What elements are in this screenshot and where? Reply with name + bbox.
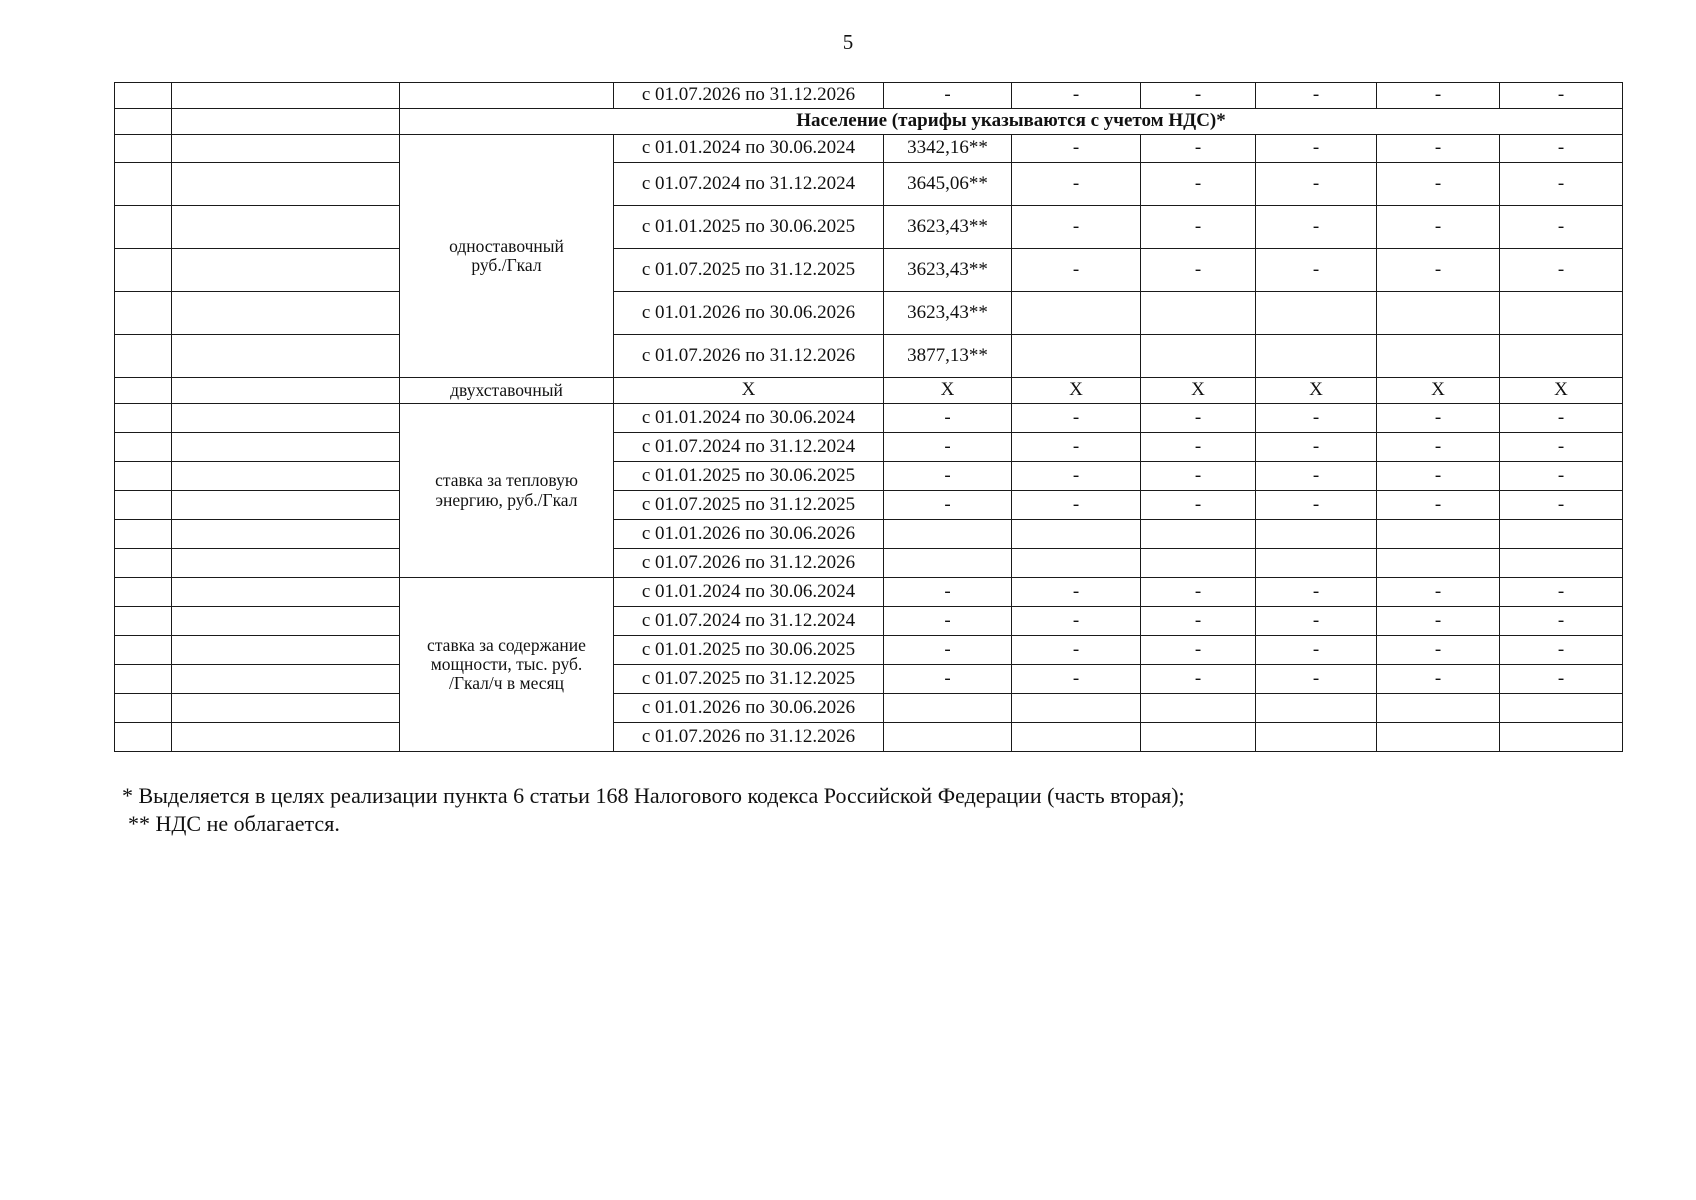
value-cell xyxy=(1256,335,1377,378)
value-cell: - xyxy=(884,636,1012,665)
value-cell: - xyxy=(1256,249,1377,292)
value-cell xyxy=(1500,292,1623,335)
value-cell: - xyxy=(884,433,1012,462)
value-cell: - xyxy=(1012,206,1141,249)
value-cell: - xyxy=(1256,206,1377,249)
value-cell: - xyxy=(1012,665,1141,694)
value-cell xyxy=(1256,694,1377,723)
single-rate-label: одноставочный руб./Гкал xyxy=(400,135,614,378)
period-cell: с 01.01.2026 по 30.06.2026 xyxy=(614,694,884,723)
footnote-vat-exempt: ** НДС не облагается. xyxy=(128,811,340,836)
value-cell: - xyxy=(1377,206,1500,249)
value-cell: - xyxy=(1141,249,1256,292)
value-cell: - xyxy=(1012,636,1141,665)
value-cell xyxy=(1256,520,1377,549)
value-cell: - xyxy=(1012,462,1141,491)
rate-type-cell xyxy=(400,83,614,109)
table-row xyxy=(115,491,1623,520)
value-cell: - xyxy=(1500,404,1623,433)
value-cell xyxy=(1141,694,1256,723)
value-cell: - xyxy=(1500,636,1623,665)
value-cell xyxy=(1500,520,1623,549)
tariff-table xyxy=(114,82,1623,752)
energy-rate-label: ставка за тепловую энергию, руб./Гкал xyxy=(400,404,614,578)
table-row xyxy=(115,404,1623,433)
table-row xyxy=(115,378,1623,404)
value-cell xyxy=(884,549,1012,578)
period-cell: с 01.07.2024 по 31.12.2024 xyxy=(614,163,884,206)
value-cell: - xyxy=(1141,135,1256,163)
period-cell: с 01.07.2025 по 31.12.2025 xyxy=(614,665,884,694)
table-row xyxy=(115,292,1623,335)
mark-cell: X xyxy=(614,378,884,404)
capacity-rate-label: ставка за содержание мощности, тыс. руб. /Гкал/ч в месяц xyxy=(400,578,614,752)
period-cell: с 01.01.2025 по 30.06.2025 xyxy=(614,462,884,491)
value-cell: - xyxy=(1500,206,1623,249)
period-cell: с 01.01.2024 по 30.06.2024 xyxy=(614,578,884,607)
section-row xyxy=(115,109,1623,135)
value-cell: - xyxy=(1141,83,1256,109)
tariff-value-cell: 3623,43** xyxy=(884,249,1012,292)
value-cell: - xyxy=(1012,607,1141,636)
row-number-cell xyxy=(115,83,172,109)
value-cell xyxy=(1256,549,1377,578)
table-row xyxy=(115,520,1623,549)
value-cell: - xyxy=(1012,135,1141,163)
value-cell: - xyxy=(884,607,1012,636)
value-cell xyxy=(1500,694,1623,723)
table-row xyxy=(115,694,1623,723)
table-row xyxy=(115,636,1623,665)
value-cell: - xyxy=(884,83,1012,109)
value-cell: - xyxy=(1500,491,1623,520)
value-cell: - xyxy=(1141,578,1256,607)
tariff-value-cell: 3877,13** xyxy=(884,335,1012,378)
value-cell: - xyxy=(1012,163,1141,206)
value-cell: - xyxy=(1500,578,1623,607)
table-row xyxy=(115,578,1623,607)
value-cell xyxy=(1012,694,1141,723)
value-cell: - xyxy=(1141,491,1256,520)
value-cell: - xyxy=(1012,83,1141,109)
period-cell: с 01.01.2026 по 30.06.2026 xyxy=(614,292,884,335)
value-cell xyxy=(1377,694,1500,723)
value-cell: - xyxy=(1500,607,1623,636)
value-cell xyxy=(1256,292,1377,335)
value-cell: - xyxy=(884,404,1012,433)
mark-cell: X xyxy=(1377,378,1500,404)
period-cell: с 01.07.2024 по 31.12.2024 xyxy=(614,433,884,462)
table-row xyxy=(115,462,1623,491)
value-cell: - xyxy=(1500,163,1623,206)
value-cell: - xyxy=(884,462,1012,491)
value-cell xyxy=(884,520,1012,549)
value-cell: - xyxy=(1141,163,1256,206)
value-cell: - xyxy=(1256,578,1377,607)
mark-cell: X xyxy=(1256,378,1377,404)
value-cell xyxy=(1500,723,1623,752)
value-cell: - xyxy=(1377,462,1500,491)
table-row xyxy=(115,249,1623,292)
value-cell: - xyxy=(1256,607,1377,636)
value-cell: - xyxy=(1500,83,1623,109)
value-cell xyxy=(884,723,1012,752)
value-cell: - xyxy=(1141,607,1256,636)
value-cell xyxy=(1012,520,1141,549)
two-rate-label: двухставочный xyxy=(400,378,614,404)
value-cell: - xyxy=(1256,462,1377,491)
value-cell xyxy=(1377,549,1500,578)
organization-cell xyxy=(172,83,400,109)
value-cell: - xyxy=(1377,163,1500,206)
period-cell: с 01.01.2025 по 30.06.2025 xyxy=(614,206,884,249)
period-cell: с 01.07.2025 по 31.12.2025 xyxy=(614,491,884,520)
value-cell: - xyxy=(1500,462,1623,491)
value-cell: - xyxy=(1377,404,1500,433)
value-cell: - xyxy=(1141,206,1256,249)
value-cell: - xyxy=(1500,135,1623,163)
table-row xyxy=(115,206,1623,249)
mark-cell: X xyxy=(1500,378,1623,404)
value-cell: - xyxy=(884,665,1012,694)
table-row xyxy=(115,723,1623,752)
value-cell: - xyxy=(1377,607,1500,636)
value-cell xyxy=(1141,335,1256,378)
tariff-value-cell: 3342,16** xyxy=(884,135,1012,163)
value-cell: - xyxy=(1377,433,1500,462)
value-cell: - xyxy=(1012,578,1141,607)
table-row xyxy=(115,607,1623,636)
value-cell xyxy=(1377,723,1500,752)
period-cell: с 01.01.2024 по 30.06.2024 xyxy=(614,135,884,163)
period-cell: с 01.07.2024 по 31.12.2024 xyxy=(614,607,884,636)
value-cell: - xyxy=(1256,433,1377,462)
value-cell xyxy=(1012,549,1141,578)
table-row xyxy=(115,549,1623,578)
tariff-value-cell: 3623,43** xyxy=(884,292,1012,335)
value-cell: - xyxy=(1012,404,1141,433)
footnotes xyxy=(122,782,1185,838)
value-cell: - xyxy=(1012,491,1141,520)
value-cell xyxy=(1141,292,1256,335)
table-row xyxy=(115,335,1623,378)
section-title: Население (тарифы указываются с учетом НДС)* xyxy=(400,109,1623,135)
period-cell: с 01.01.2025 по 30.06.2025 xyxy=(614,636,884,665)
value-cell: - xyxy=(1377,491,1500,520)
value-cell: - xyxy=(1256,491,1377,520)
value-cell: - xyxy=(1012,433,1141,462)
period-cell: с 01.01.2026 по 30.06.2026 xyxy=(614,520,884,549)
value-cell xyxy=(1377,335,1500,378)
value-cell: - xyxy=(1256,83,1377,109)
value-cell: - xyxy=(1141,433,1256,462)
value-cell: - xyxy=(1377,249,1500,292)
value-cell: - xyxy=(1377,578,1500,607)
page-number: 5 xyxy=(842,30,854,54)
period-cell: с 01.07.2026 по 31.12.2026 xyxy=(614,83,884,109)
value-cell: - xyxy=(1256,163,1377,206)
value-cell xyxy=(1012,723,1141,752)
value-cell: - xyxy=(1500,249,1623,292)
table-row xyxy=(115,135,1623,163)
tariff-value-cell: 3645,06** xyxy=(884,163,1012,206)
period-cell: с 01.07.2026 по 31.12.2026 xyxy=(614,723,884,752)
value-cell: - xyxy=(1012,249,1141,292)
value-cell: - xyxy=(1141,636,1256,665)
value-cell: - xyxy=(1377,665,1500,694)
value-cell xyxy=(1012,292,1141,335)
value-cell: - xyxy=(1500,665,1623,694)
value-cell xyxy=(1256,723,1377,752)
period-cell: с 01.07.2026 по 31.12.2026 xyxy=(614,549,884,578)
value-cell xyxy=(1500,335,1623,378)
mark-cell: X xyxy=(1141,378,1256,404)
period-cell: с 01.07.2025 по 31.12.2025 xyxy=(614,249,884,292)
value-cell: - xyxy=(1377,83,1500,109)
value-cell: - xyxy=(884,578,1012,607)
period-cell: с 01.01.2024 по 30.06.2024 xyxy=(614,404,884,433)
value-cell xyxy=(1012,335,1141,378)
value-cell: - xyxy=(1256,636,1377,665)
value-cell xyxy=(1141,723,1256,752)
value-cell xyxy=(1141,520,1256,549)
tariff-value-cell: 3623,43** xyxy=(884,206,1012,249)
value-cell: - xyxy=(1141,665,1256,694)
value-cell: - xyxy=(884,491,1012,520)
value-cell xyxy=(1141,549,1256,578)
value-cell: - xyxy=(1377,636,1500,665)
value-cell: - xyxy=(1256,404,1377,433)
value-cell xyxy=(1500,549,1623,578)
table-row xyxy=(115,83,1623,109)
value-cell xyxy=(1377,292,1500,335)
value-cell: - xyxy=(1500,433,1623,462)
mark-cell: X xyxy=(1012,378,1141,404)
value-cell xyxy=(884,694,1012,723)
value-cell: - xyxy=(1377,135,1500,163)
value-cell: - xyxy=(1141,462,1256,491)
value-cell xyxy=(1377,520,1500,549)
table-row xyxy=(115,665,1623,694)
table-row xyxy=(115,163,1623,206)
value-cell: - xyxy=(1256,135,1377,163)
mark-cell: X xyxy=(884,378,1012,404)
period-cell: с 01.07.2026 по 31.12.2026 xyxy=(614,335,884,378)
footnote-vat-allocated: * Выделяется в целях реализации пункта 6 статьи 168 Налогового кодекса Российской Федерации (часть вторая); xyxy=(122,783,1185,808)
table-row xyxy=(115,433,1623,462)
value-cell: - xyxy=(1141,404,1256,433)
value-cell: - xyxy=(1256,665,1377,694)
